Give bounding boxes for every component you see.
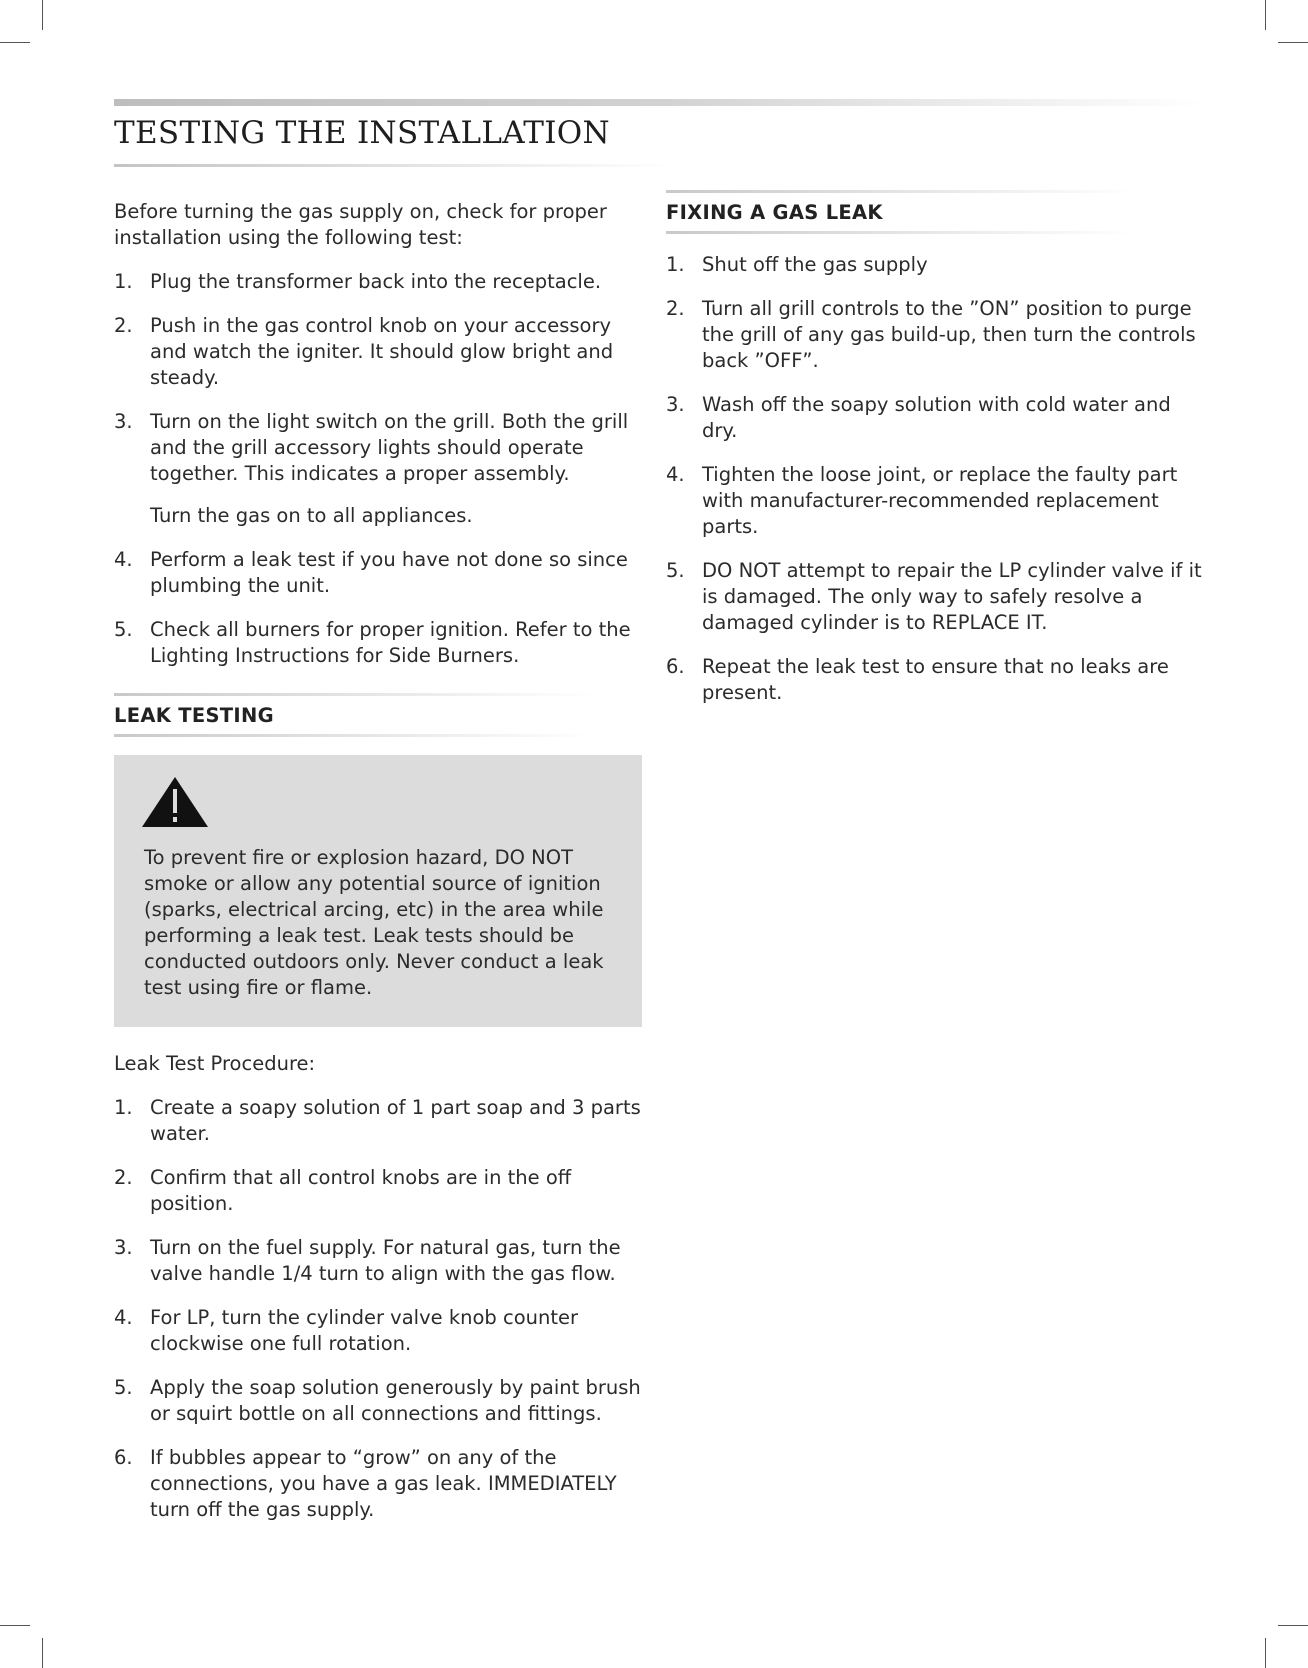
item-text: Perform a leak test if you have not done so since plumbing the unit. <box>150 548 628 597</box>
item-text: Shut off the gas supply <box>702 253 928 276</box>
section-rule <box>114 693 594 696</box>
leak-test-procedure-list <box>114 1095 642 1523</box>
warning-box <box>114 755 642 1027</box>
item-number: 5. <box>114 618 133 641</box>
fixing-gas-leak-list <box>666 252 1206 706</box>
item-text: If bubbles appear to “grow” on any of the connections, you have a gas leak. IMMEDIATELY turn off the gas supply. <box>150 1446 617 1521</box>
section-title: LEAK TESTING <box>114 704 274 727</box>
item-text: Tighten the loose joint, or replace the faulty part with manufacturer-recommended replacement parts. <box>702 463 1178 538</box>
header-rule <box>114 99 1204 106</box>
list-item <box>666 654 1206 706</box>
list-item <box>666 462 1206 540</box>
item-number: 3. <box>666 393 685 416</box>
section-rule <box>114 734 594 737</box>
item-text: For LP, turn the cylinder valve knob counter clockwise one full rotation. <box>150 1306 579 1355</box>
item-number: 5. <box>666 559 685 582</box>
section-title: FIXING A GAS LEAK <box>666 201 883 224</box>
list-item <box>114 1165 642 1217</box>
item-text: Confirm that all control knobs are in the off position. <box>150 1166 572 1215</box>
crop-mark <box>1278 1625 1308 1626</box>
list-item <box>114 313 642 391</box>
item-number: 1. <box>114 1096 133 1119</box>
left-column <box>114 199 642 1541</box>
installation-test-list <box>114 269 642 487</box>
item-number: 6. <box>114 1446 133 1469</box>
crop-mark <box>0 42 30 43</box>
list-item <box>666 558 1206 636</box>
list-item <box>114 269 642 295</box>
item-text: Create a soapy solution of 1 part soap and 3 parts water. <box>150 1096 641 1145</box>
crop-mark <box>1265 0 1266 30</box>
title-underline <box>114 164 674 167</box>
item-number: 2. <box>114 314 133 337</box>
procedure-label: Leak Test Procedure: <box>114 1052 316 1075</box>
leak-testing-header <box>114 693 642 737</box>
warning-triangle-icon <box>140 775 210 829</box>
list-item <box>114 617 642 669</box>
item-text: Plug the transformer back into the receptacle. <box>150 270 602 293</box>
installation-test-list-continued <box>114 547 642 669</box>
item-number: 2. <box>114 1166 133 1189</box>
list-item <box>666 392 1206 444</box>
item-number: 4. <box>114 1306 133 1329</box>
section-rule <box>666 231 1136 234</box>
crop-mark <box>0 1625 30 1626</box>
list-item <box>114 1305 642 1357</box>
item-text: Push in the gas control knob on your accessory and watch the igniter. It should glow bright and steady. <box>150 314 614 389</box>
item-text: Check all burners for proper ignition. Refer to the Lighting Instructions for Side Burners. <box>150 618 631 667</box>
right-column <box>666 190 1206 724</box>
crop-mark <box>1278 42 1308 43</box>
item-number: 6. <box>666 655 685 678</box>
item-text: DO NOT attempt to repair the LP cylinder valve if it is damaged. The only way to safely resolve a damaged cylinder is to REPLACE IT. <box>702 559 1202 634</box>
list-item <box>114 1235 642 1287</box>
item-text: Turn on the light switch on the grill. Both the grill and the grill accessory lights should operate together. This indicates a proper assembly. <box>150 410 629 485</box>
list-item <box>114 1375 642 1427</box>
section-rule <box>666 190 1136 193</box>
list-item <box>666 252 1206 278</box>
item-text: Repeat the leak test to ensure that no leaks are present. <box>702 655 1169 704</box>
page-title: TESTING THE INSTALLATION <box>114 115 610 151</box>
step-note: Turn the gas on to all appliances. <box>150 504 473 527</box>
item-number: 5. <box>114 1376 133 1399</box>
intro-text: Before turning the gas supply on, check for proper installation using the following test: <box>114 200 607 249</box>
crop-mark <box>1265 1638 1266 1668</box>
item-number: 1. <box>666 253 685 276</box>
list-item <box>666 296 1206 374</box>
list-item <box>114 409 642 487</box>
item-text: Turn on the fuel supply. For natural gas, turn the valve handle 1/4 turn to align with the gas flow. <box>150 1236 621 1285</box>
item-number: 3. <box>114 1236 133 1259</box>
item-number: 4. <box>666 463 685 486</box>
list-item <box>114 1095 642 1147</box>
list-item <box>114 1445 642 1523</box>
crop-mark <box>42 0 43 30</box>
item-number: 1. <box>114 270 133 293</box>
crop-mark <box>42 1638 43 1668</box>
item-text: Turn all grill controls to the ”ON” position to purge the grill of any gas build-up, then turn the controls back ”OFF”. <box>702 297 1196 372</box>
item-text: Apply the soap solution generously by paint brush or squirt bottle on all connections and fittings. <box>150 1376 641 1425</box>
warning-text: To prevent fire or explosion hazard, DO NOT smoke or allow any potential source of ignition (sparks, electrical arcing, etc) in the area while performing a leak test. Leak tests should be conducted outdoors only. Never conduct a leak test using fire or flame. <box>144 846 604 999</box>
item-number: 3. <box>114 410 133 433</box>
fixing-gas-leak-header <box>666 190 1206 234</box>
list-item <box>114 547 642 599</box>
item-number: 2. <box>666 297 685 320</box>
item-number: 4. <box>114 548 133 571</box>
item-text: Wash off the soapy solution with cold water and dry. <box>702 393 1171 442</box>
